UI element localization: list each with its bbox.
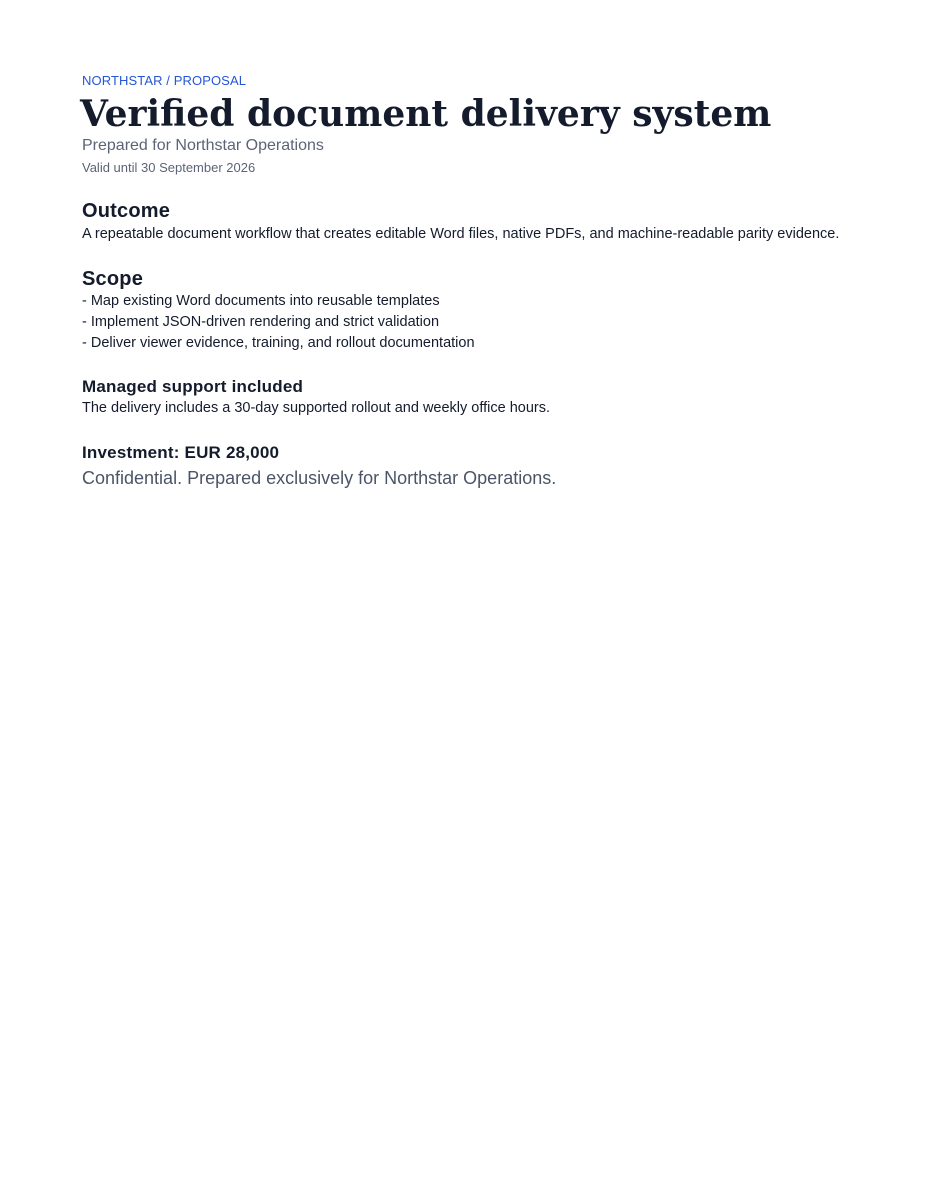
scope-section (82, 267, 852, 354)
confidential-note: Confidential. Prepared exclusively for Northstar Operations. (82, 468, 557, 488)
page-title: Verified document delivery system (80, 93, 772, 135)
scope-item-rendering: - Implement JSON-driven rendering and strict validation (82, 314, 440, 330)
proposal-document (82, 72, 852, 490)
investment-heading: Investment: EUR 28,000 (82, 443, 280, 462)
scope-heading: Scope (82, 268, 144, 290)
outcome-section (82, 199, 852, 245)
scope-item-delivery: - Deliver viewer evidence, training, and rollout documentation (82, 335, 475, 351)
scope-item-templates: - Map existing Word documents into reusable templates (82, 293, 440, 309)
validity-date: Valid until 30 September 2026 (82, 160, 256, 175)
outcome-text: A repeatable document workflow that creates editable Word files, native PDFs, and machine-readable parity evidence. (82, 226, 840, 242)
support-text: The delivery includes a 30-day supported rollout and weekly office hours. (82, 400, 551, 416)
investment-section (82, 442, 852, 490)
prepared-for-subtitle: Prepared for Northstar Operations (82, 137, 324, 154)
support-section (82, 376, 852, 418)
scope-list (82, 291, 852, 354)
outcome-heading: Outcome (82, 200, 171, 222)
breadcrumb: NORTHSTAR / PROPOSAL (82, 73, 247, 88)
support-heading: Managed support included (82, 377, 304, 396)
